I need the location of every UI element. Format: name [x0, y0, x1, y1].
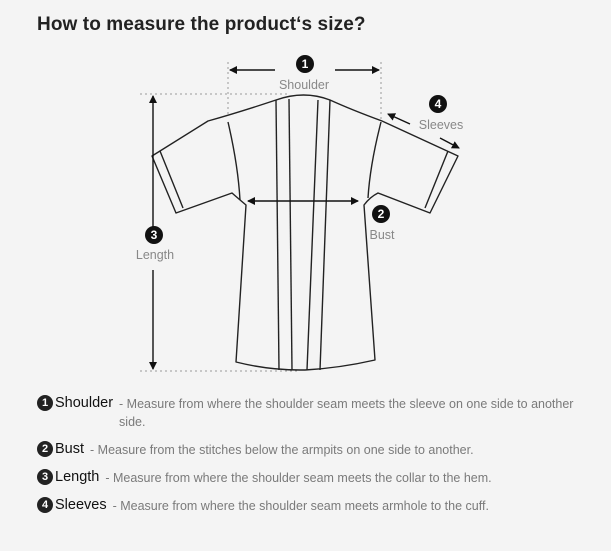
legend-item-name: Sleeves — [55, 497, 107, 513]
length-label: Length — [135, 248, 175, 262]
kimono-outline — [152, 95, 458, 370]
label-shoulder — [279, 55, 329, 92]
sleeves-arrow-left — [388, 114, 410, 124]
legend-item-description: - Measure from where the shoulder seam meets armhole to the cuff. — [112, 499, 489, 513]
garment-body — [152, 95, 458, 370]
sleeves-label: Sleeves — [418, 118, 464, 132]
legend-item-description: - Measure from the stitches below the armpits on one side to another. — [90, 443, 474, 457]
legend-number-badge: 4 — [37, 497, 53, 513]
shoulder-number: 1 — [301, 57, 309, 71]
legend-item-name: Bust — [55, 441, 85, 457]
label-sleeves — [419, 95, 463, 132]
length-number: 3 — [150, 228, 158, 242]
label-length — [136, 226, 174, 262]
sleeves-number: 4 — [434, 97, 442, 111]
legend-number-badge: 1 — [37, 395, 53, 411]
bust-label: Bust — [369, 228, 395, 242]
legend-number-badge: 2 — [37, 441, 53, 457]
legend-item-description: - Measure from where the shoulder seam meets the sleeve on one side to another side. — [119, 397, 574, 429]
bust-number: 2 — [377, 207, 385, 221]
legend-item-sleeves — [37, 496, 577, 515]
legend-item-shoulder — [37, 394, 577, 431]
measurement-legend — [37, 394, 577, 524]
legend-number-badge: 3 — [37, 469, 53, 485]
legend-item-description: - Measure from where the shoulder seam meets the collar to the hem. — [105, 471, 492, 485]
sleeves-arrow-right — [440, 138, 459, 148]
legend-item-bust — [37, 440, 577, 459]
legend-item-name: Shoulder — [55, 395, 114, 411]
label-bust — [369, 205, 395, 242]
legend-item-name: Length — [55, 469, 100, 485]
legend-item-length — [37, 468, 577, 487]
shoulder-label: Shoulder — [278, 78, 330, 92]
page-title: How to measure the product‘s size? — [37, 14, 366, 35]
